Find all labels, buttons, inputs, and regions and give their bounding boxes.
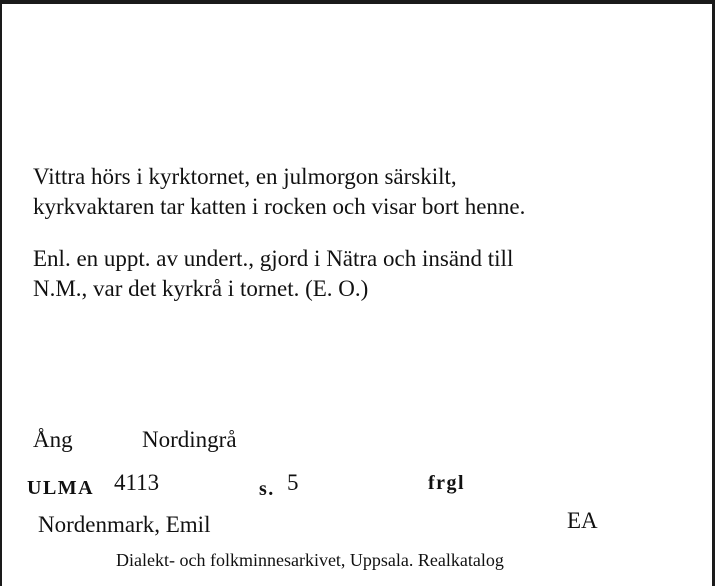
- archive-footer: Dialekt- och folkminnesarkivet, Uppsala. Realkatalog: [116, 550, 504, 570]
- page-label: s.: [259, 478, 275, 500]
- paragraph-2-line-2: N.M., var det kyrkrå i tornet. (E. O.): [33, 276, 369, 301]
- card-left-edge: [0, 0, 2, 586]
- archive-label: ULMA: [27, 477, 95, 499]
- record-paragraph-2: [33, 244, 673, 304]
- frgl-label: frgl: [428, 472, 466, 494]
- card-top-edge: [0, 0, 715, 4]
- record-paragraph-1: [33, 162, 673, 222]
- initials: EA: [567, 508, 598, 533]
- recorder-name: Nordenmark, Emil: [38, 512, 211, 537]
- landskap-label: Ång: [33, 427, 73, 452]
- archive-number: 4113: [114, 470, 160, 495]
- paragraph-2-line-1: Enl. en uppt. av undert., gjord i Nätra och insänd till: [33, 246, 514, 271]
- socken-label: Nordingrå: [142, 427, 237, 452]
- page-number: 5: [287, 470, 299, 495]
- paragraph-1-line-2: kyrkvaktaren tar katten i rocken och visar bort henne.: [33, 194, 526, 219]
- paragraph-1-line-1: Vittra hörs i kyrktornet, en julmorgon särskilt,: [33, 164, 457, 189]
